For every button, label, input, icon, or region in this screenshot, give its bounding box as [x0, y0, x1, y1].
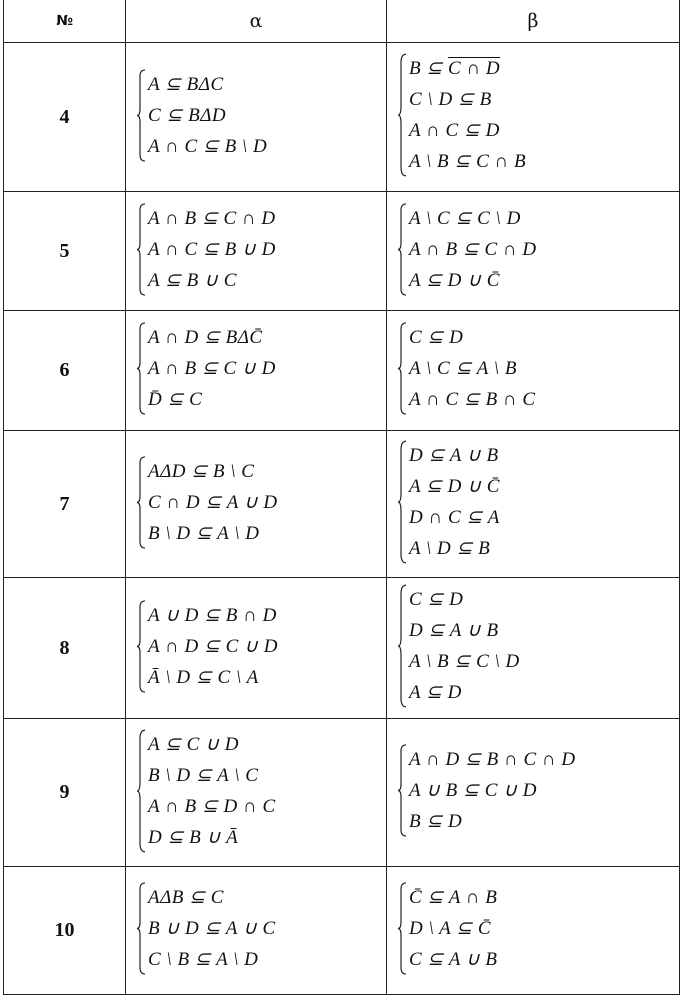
beta-cell — [387, 192, 680, 311]
equation: A ∩ C ⊆ B ∪ D — [148, 238, 276, 260]
equation: A \ B ⊆ C \ D — [409, 651, 520, 672]
left-brace — [397, 744, 407, 837]
beta-cell — [387, 311, 680, 431]
alpha-cell — [126, 578, 387, 719]
alpha-cell — [126, 431, 387, 578]
equation: A ∩ B ⊆ C ∩ D — [409, 238, 537, 260]
beta-system — [397, 203, 537, 296]
beta-cell — [387, 578, 680, 719]
alpha-system — [136, 322, 276, 415]
left-brace — [136, 69, 146, 162]
equation: A ∩ C ⊆ B ∩ C — [409, 389, 536, 410]
equation: C ∩ D ⊆ A ∪ D — [148, 491, 278, 513]
equation: A \ C ⊆ C \ D — [409, 207, 521, 229]
beta-system — [397, 882, 498, 975]
equation: A ⊆ C ∪ D — [148, 733, 239, 755]
left-brace — [136, 203, 146, 296]
table-row — [4, 867, 680, 995]
beta-cell — [387, 719, 680, 867]
equation: B ∪ D ⊆ A ∪ C — [148, 918, 276, 939]
left-brace — [136, 456, 146, 549]
equation: A ∩ D ⊆ C ∪ D — [148, 635, 278, 657]
left-brace — [397, 584, 407, 708]
equation: A \ C ⊆ A \ B — [409, 358, 517, 379]
equation: D̄ ⊆ C — [148, 389, 203, 410]
equation: A ∩ B ⊆ C ∪ D — [148, 358, 276, 379]
left-brace — [397, 203, 407, 296]
left-brace — [397, 882, 407, 975]
header-row — [4, 0, 680, 43]
row-number: 8 — [4, 578, 126, 719]
left-brace — [397, 322, 407, 415]
alpha-system — [136, 69, 267, 162]
beta-system — [397, 53, 526, 177]
left-brace — [136, 322, 146, 415]
beta-system — [397, 440, 500, 564]
equation: A ∩ B ⊆ C ∩ D — [148, 207, 276, 229]
header-beta: β — [387, 0, 680, 43]
equation: A ⊆ D ∪ C̄ — [409, 269, 500, 291]
equation: D ∩ C ⊆ A — [409, 507, 500, 528]
alpha-cell — [126, 867, 387, 995]
equation: B ⊆ D — [409, 811, 463, 832]
equation: A ⊆ D ∪ C̄ — [409, 476, 500, 497]
header-alpha: α — [126, 0, 387, 43]
alpha-cell — [126, 192, 387, 311]
equation: A \ B ⊆ C ∩ B — [409, 151, 527, 172]
left-brace — [136, 729, 146, 853]
equation: A ⊆ D — [409, 682, 462, 703]
equation: C \ B ⊆ A \ D — [148, 949, 259, 970]
beta-system — [397, 584, 520, 708]
alpha-cell — [126, 311, 387, 431]
equation: D ⊆ A ∪ B — [409, 620, 499, 641]
left-brace — [397, 53, 407, 177]
left-brace — [397, 440, 407, 564]
table-row — [4, 719, 680, 867]
equation: D ⊆ B ∪ Ā — [148, 826, 239, 848]
equation: B \ D ⊆ A \ C — [148, 764, 259, 786]
beta-system — [397, 744, 576, 837]
row-number: 6 — [4, 311, 126, 431]
equation: A ∩ D ⊆ B ∩ C ∩ D — [409, 749, 576, 770]
equation: A ∩ B ⊆ D ∩ C — [148, 795, 276, 817]
row-number: 10 — [4, 867, 126, 995]
left-brace — [136, 882, 146, 975]
equation: C ⊆ D — [409, 327, 464, 348]
equation: A ∪ D ⊆ B ∩ D — [148, 604, 277, 626]
equation: AΔD ⊆ B \ C — [148, 460, 255, 482]
overlined-expression: C ∩ D — [448, 58, 501, 79]
beta-cell — [387, 431, 680, 578]
row-number: 5 — [4, 192, 126, 311]
table-row — [4, 192, 680, 311]
alpha-cell — [126, 43, 387, 192]
equation: D ⊆ A ∪ B — [409, 445, 499, 466]
table-row — [4, 311, 680, 431]
alpha-system — [136, 203, 276, 296]
beta-system — [397, 322, 536, 415]
alpha-system — [136, 882, 276, 975]
row-number: 7 — [4, 431, 126, 578]
table-row — [4, 578, 680, 719]
alpha-system — [136, 456, 278, 549]
equation: C ⊆ A ∪ B — [409, 949, 498, 970]
equation: C̄ ⊆ A ∩ B — [409, 887, 498, 908]
equation: D \ A ⊆ C̄ — [409, 918, 492, 939]
equation: A ∩ C ⊆ D — [409, 120, 500, 141]
equation: A \ D ⊆ B — [409, 538, 491, 559]
row-number: 9 — [4, 719, 126, 867]
beta-cell — [387, 867, 680, 995]
equation: C ⊆ BΔD — [148, 104, 227, 126]
table-row — [4, 43, 680, 192]
equation: Ā \ D ⊆ C \ A — [148, 666, 259, 688]
equation: A ∪ B ⊆ C ∪ D — [409, 780, 537, 801]
set-systems-table — [3, 0, 680, 995]
alpha-cell — [126, 719, 387, 867]
equation: AΔB ⊆ C — [148, 887, 224, 908]
equation: C ⊆ D — [409, 589, 464, 610]
equation: A ∩ D ⊆ BΔC̄ — [148, 327, 263, 348]
left-brace — [136, 600, 146, 693]
alpha-system — [136, 600, 278, 693]
equation: A ⊆ BΔC — [148, 73, 224, 95]
row-number: 4 — [4, 43, 126, 192]
equation: C \ D ⊆ B — [409, 89, 492, 110]
equation: A ⊆ B ∪ C — [148, 269, 237, 291]
alpha-system — [136, 729, 276, 853]
equation: A ∩ C ⊆ B \ D — [148, 135, 268, 157]
header-number: № — [4, 0, 126, 43]
equation: B ⊆ C ∩ D — [409, 58, 501, 79]
table-row — [4, 431, 680, 578]
beta-cell — [387, 43, 680, 192]
equation: B \ D ⊆ A \ D — [148, 522, 260, 544]
